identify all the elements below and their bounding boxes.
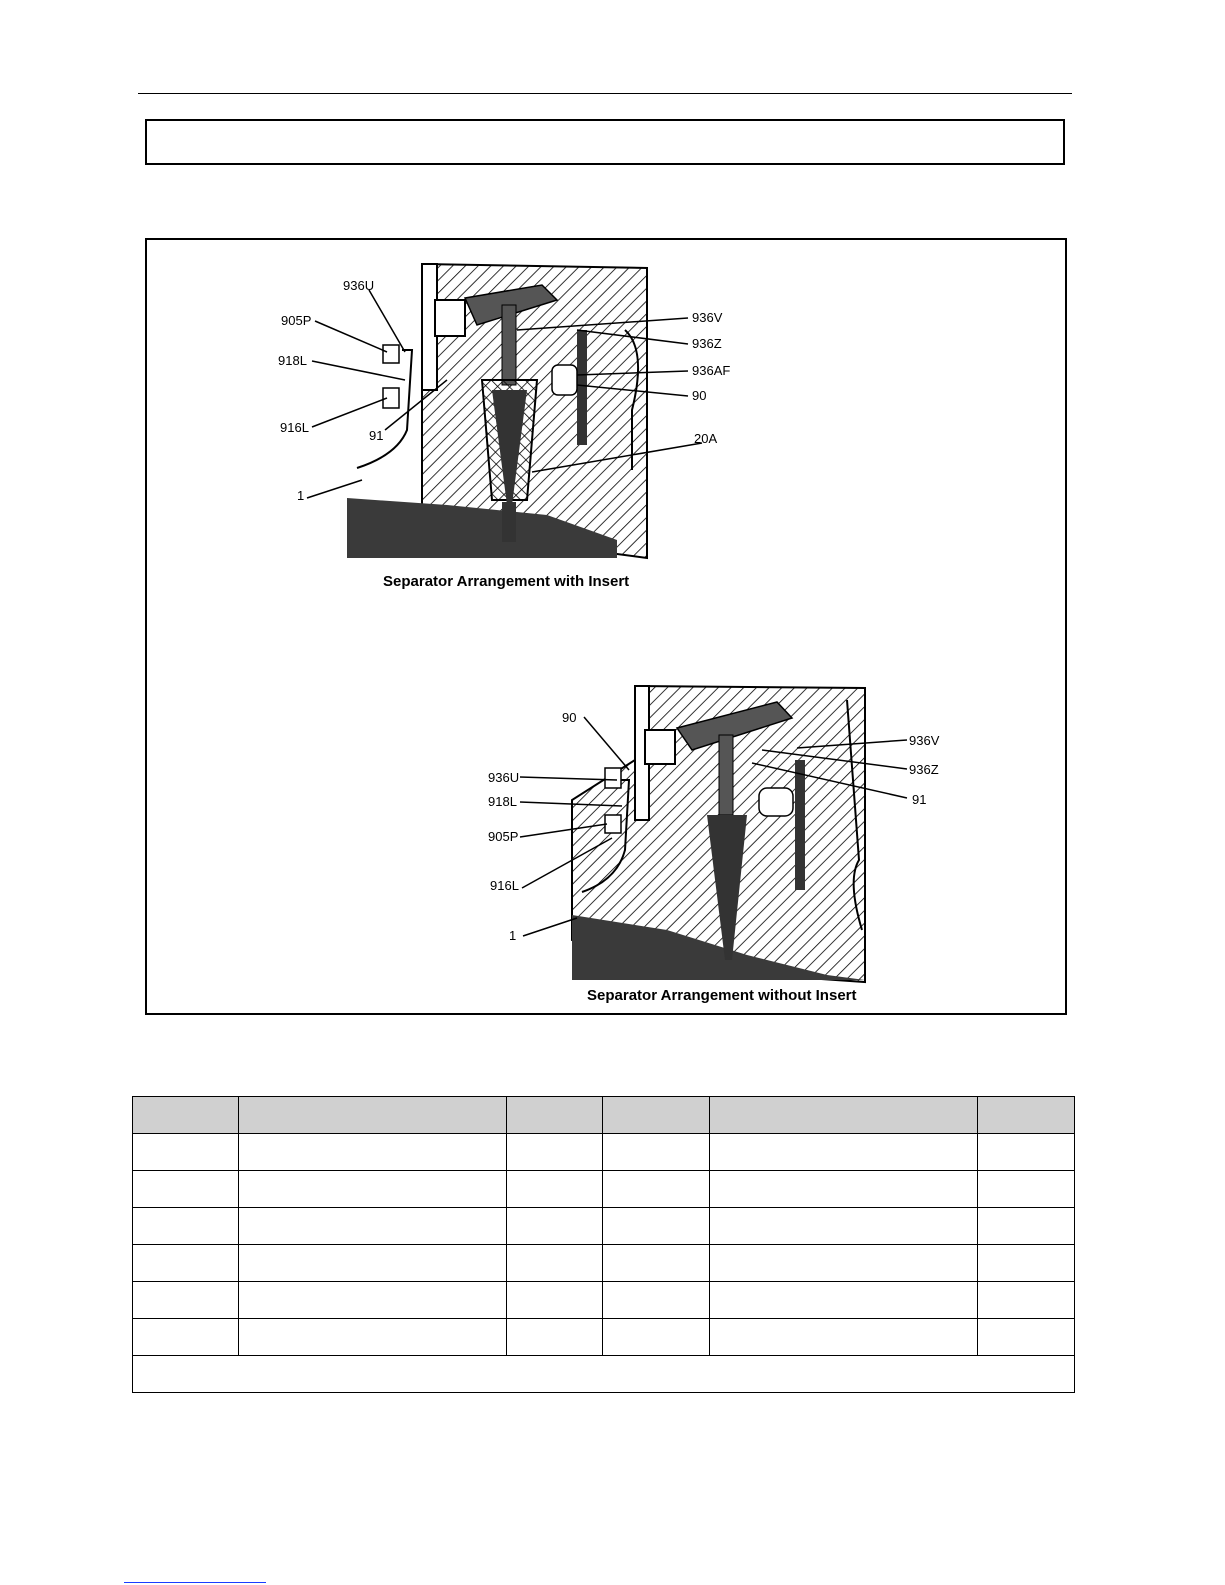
table-cell bbox=[133, 1319, 239, 1356]
bottom-label-905p: 905P bbox=[488, 829, 519, 844]
top-plug bbox=[435, 300, 465, 336]
table-cell bbox=[133, 1282, 239, 1319]
column-header bbox=[603, 1097, 710, 1134]
table-cell bbox=[238, 1282, 506, 1319]
bottom-plug bbox=[645, 730, 675, 764]
top-label-936v: 936V bbox=[692, 310, 723, 325]
table-cell bbox=[506, 1171, 603, 1208]
table-cell bbox=[133, 1134, 239, 1171]
table-cell bbox=[978, 1245, 1075, 1282]
bottom-bolt-b bbox=[605, 815, 621, 833]
top-label-1: 1 bbox=[297, 488, 305, 503]
bottom-label-936u: 936U bbox=[488, 770, 520, 785]
table-footer-row bbox=[133, 1356, 1075, 1393]
table-cell bbox=[603, 1208, 710, 1245]
table-cell bbox=[238, 1245, 506, 1282]
bottom-label-918l: 918L bbox=[488, 794, 517, 809]
table-cell bbox=[978, 1282, 1075, 1319]
column-header bbox=[506, 1097, 603, 1134]
parts-table bbox=[132, 1096, 1075, 1393]
table-cell bbox=[603, 1171, 710, 1208]
column-header bbox=[978, 1097, 1075, 1134]
top-right-wall bbox=[577, 330, 587, 445]
table-cell bbox=[506, 1134, 603, 1171]
top-passage bbox=[502, 305, 516, 385]
table-cell bbox=[238, 1171, 506, 1208]
table-cell bbox=[238, 1208, 506, 1245]
footnote-separator bbox=[124, 1582, 266, 1583]
top-label-20a: 20A bbox=[694, 431, 718, 446]
table-row bbox=[133, 1245, 1075, 1282]
table-cell bbox=[506, 1282, 603, 1319]
top-drawing bbox=[278, 264, 730, 590]
table-cell bbox=[238, 1134, 506, 1171]
table-cell bbox=[710, 1319, 978, 1356]
table-cell bbox=[978, 1208, 1075, 1245]
table-cell bbox=[978, 1171, 1075, 1208]
separator-drawings bbox=[147, 240, 1069, 1017]
top-label-918l: 918L bbox=[278, 353, 307, 368]
column-header bbox=[710, 1097, 978, 1134]
table-cell bbox=[710, 1171, 978, 1208]
header-rule bbox=[138, 93, 1072, 94]
table-header-row bbox=[133, 1097, 1075, 1134]
top-label-936u: 936U bbox=[343, 278, 375, 293]
table-row bbox=[133, 1282, 1075, 1319]
bottom-caption: Separator Arrangement without Insert bbox=[587, 987, 857, 1004]
bottom-label-916l: 916L bbox=[490, 878, 519, 893]
top-label-936z: 936Z bbox=[692, 336, 722, 351]
header-title-box bbox=[145, 119, 1065, 165]
bottom-passage bbox=[719, 735, 733, 815]
table-cell bbox=[710, 1282, 978, 1319]
table-cell bbox=[710, 1245, 978, 1282]
bottom-label-936z: 936Z bbox=[909, 762, 939, 777]
table-cell bbox=[710, 1134, 978, 1171]
top-outlet bbox=[502, 502, 516, 542]
top-label-916l: 916L bbox=[280, 420, 309, 435]
column-header bbox=[238, 1097, 506, 1134]
bottom-label-90: 90 bbox=[562, 710, 577, 725]
table-cell bbox=[978, 1134, 1075, 1171]
bottom-right-wall bbox=[795, 760, 805, 890]
table-footer bbox=[133, 1356, 1075, 1393]
bottom-label-1: 1 bbox=[509, 928, 517, 943]
top-bolt-a bbox=[383, 345, 399, 363]
table-row bbox=[133, 1171, 1075, 1208]
table-cell bbox=[978, 1319, 1075, 1356]
table-cell bbox=[603, 1282, 710, 1319]
top-label-905p: 905P bbox=[281, 313, 312, 328]
table-cell bbox=[603, 1319, 710, 1356]
table-cell bbox=[506, 1319, 603, 1356]
bottom-label-91: 91 bbox=[912, 792, 927, 807]
table-cell bbox=[238, 1319, 506, 1356]
table-row bbox=[133, 1208, 1075, 1245]
bottom-plug-right bbox=[759, 788, 793, 816]
table-row bbox=[133, 1134, 1075, 1171]
top-label-90: 90 bbox=[692, 388, 707, 403]
table-cell bbox=[133, 1245, 239, 1282]
top-label-91: 91 bbox=[369, 428, 384, 443]
table-cell bbox=[506, 1208, 603, 1245]
table-cell bbox=[710, 1208, 978, 1245]
bottom-bolt-a bbox=[605, 768, 621, 788]
top-plug-right bbox=[552, 365, 577, 395]
top-caption: Separator Arrangement with Insert bbox=[383, 573, 630, 590]
table-cell bbox=[133, 1208, 239, 1245]
table-row bbox=[133, 1319, 1075, 1356]
figure-panel bbox=[145, 238, 1067, 1015]
table-cell bbox=[603, 1134, 710, 1171]
bottom-label-936v: 936V bbox=[909, 733, 940, 748]
bottom-drawing bbox=[488, 686, 940, 1004]
table-cell bbox=[603, 1245, 710, 1282]
top-bracket bbox=[357, 350, 412, 468]
table-cell bbox=[506, 1245, 603, 1282]
table-cell bbox=[133, 1171, 239, 1208]
top-label-936af: 936AF bbox=[692, 363, 731, 378]
column-header bbox=[133, 1097, 239, 1134]
